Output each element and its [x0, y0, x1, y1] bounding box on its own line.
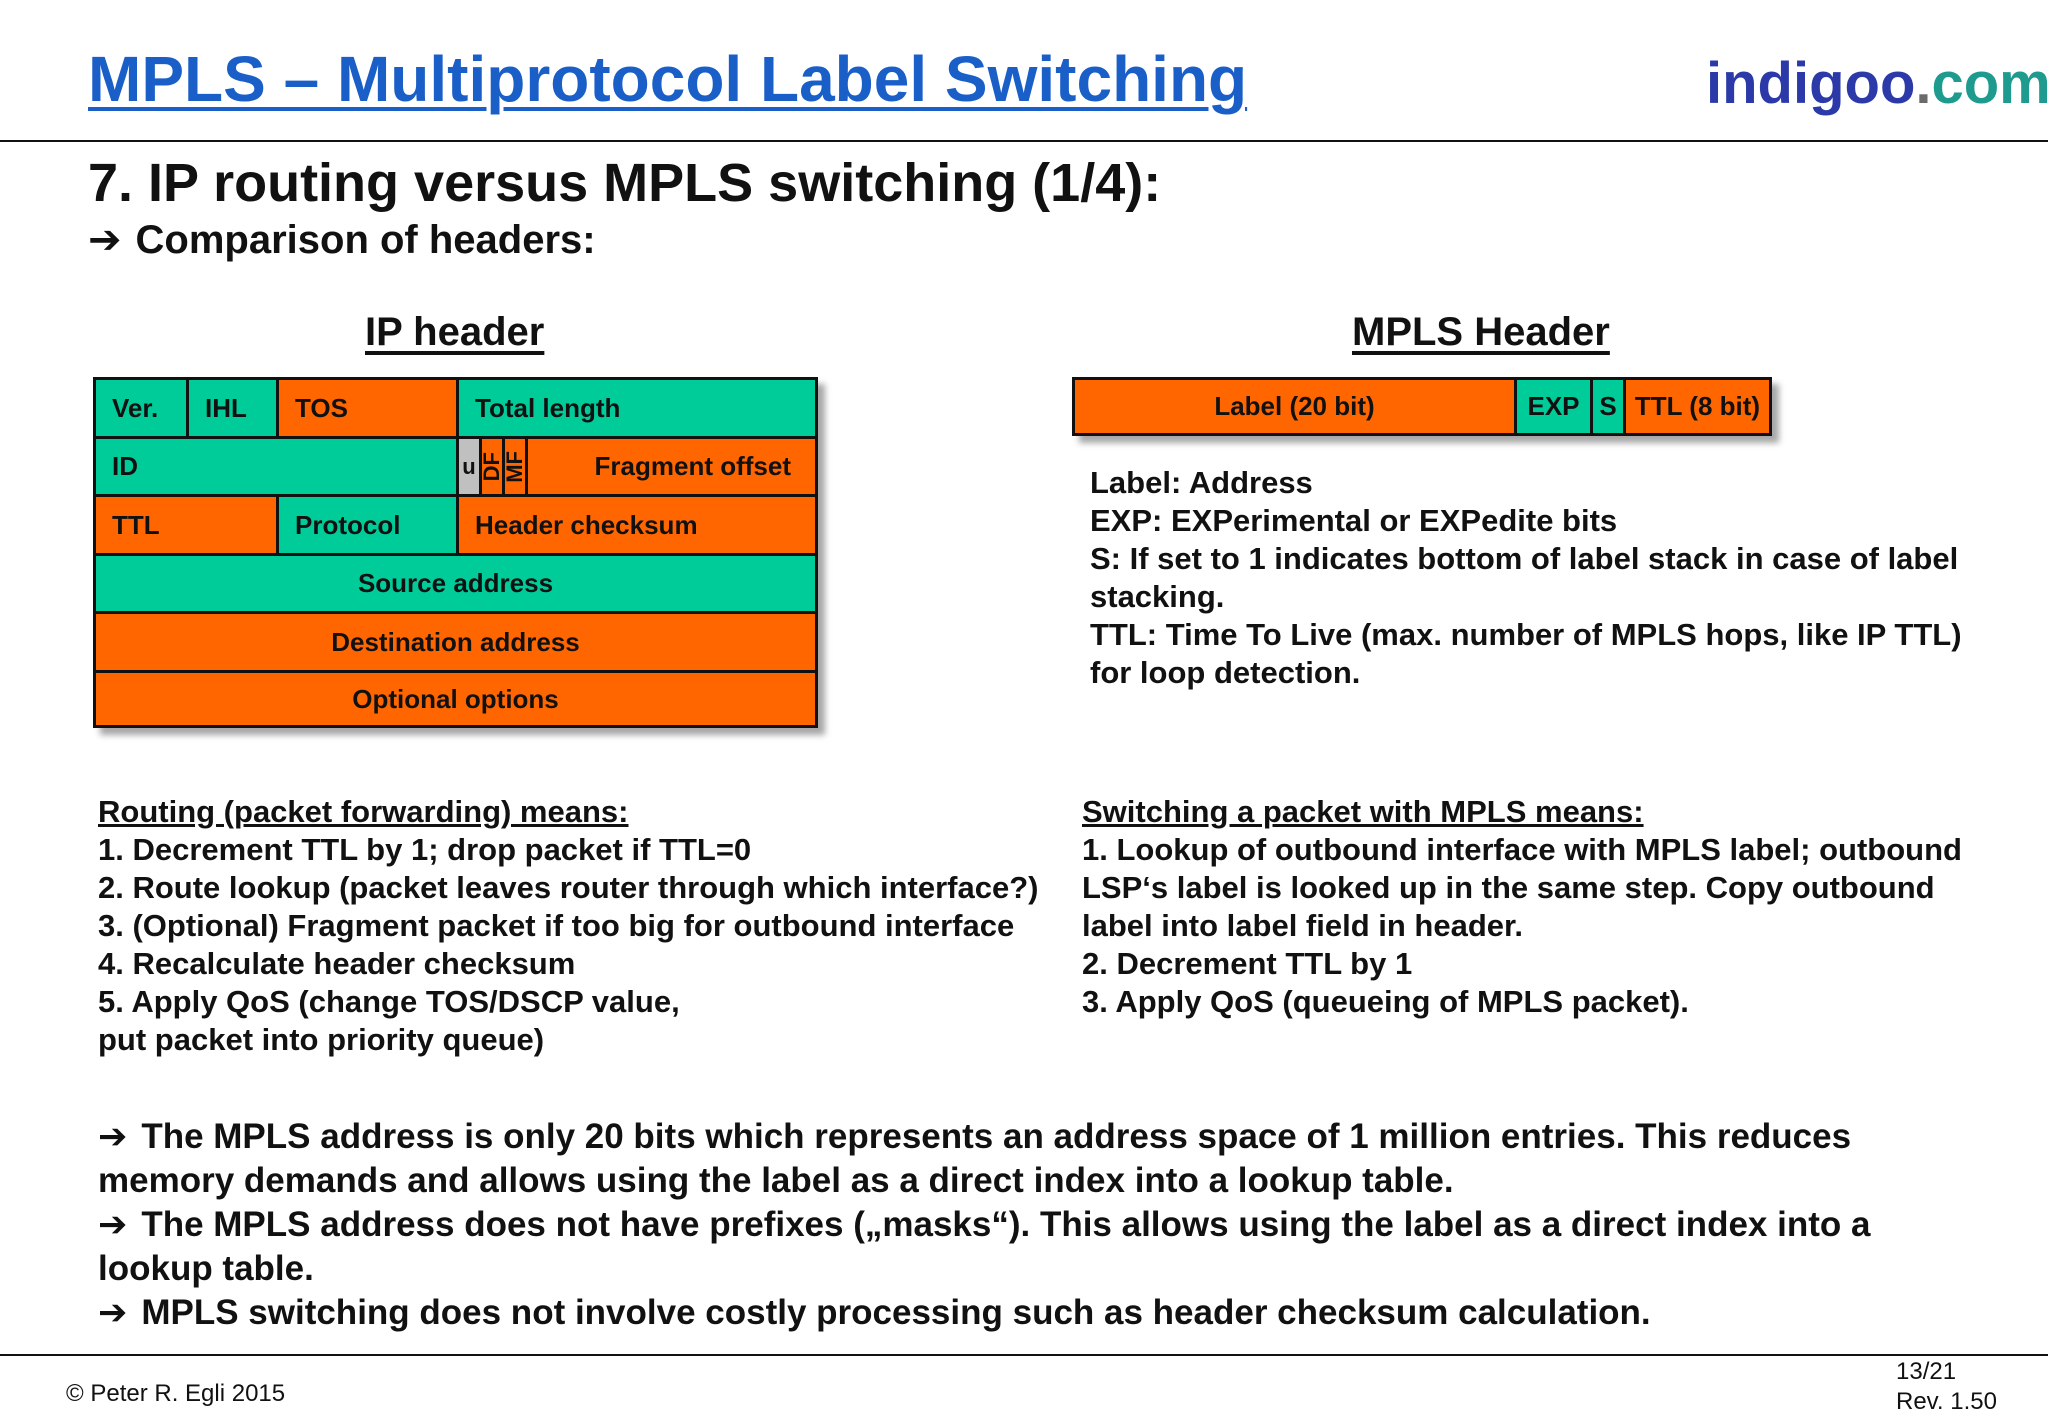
- brand-dot: .: [1915, 51, 1932, 116]
- routing-step: 5. Apply QoS (change TOS/DSCP value,: [98, 984, 680, 1019]
- switching-step: label into label field in header.: [1082, 908, 1523, 943]
- section-title: 7. IP routing versus MPLS switching (1/4):: [88, 153, 1162, 213]
- mpls-field-label: Label (20 bit): [1075, 380, 1517, 433]
- brand-part1: indigoo: [1706, 51, 1916, 116]
- ip-field-total-length: Total length: [459, 380, 815, 439]
- routing-heading: Routing (packet forwarding) means:: [98, 794, 629, 829]
- ip-field-ihl: IHL: [189, 380, 279, 439]
- routing-step: 1. Decrement TTL by 1; drop packet if TTL=0: [98, 832, 752, 867]
- mpls-desc-line: for loop detection.: [1090, 655, 1361, 690]
- ip-field-id: ID: [96, 439, 459, 497]
- ip-field-fragment-offset: Fragment offset: [528, 439, 815, 497]
- mpls-field-ttl: TTL (8 bit): [1626, 380, 1769, 433]
- footer-divider: [0, 1354, 2048, 1356]
- copyright: © Peter R. Egli 2015: [66, 1380, 286, 1407]
- ip-field-header-checksum: Header checksum: [459, 497, 815, 556]
- ip-field-tos: TOS: [279, 380, 459, 439]
- mpls-field-s: S: [1593, 380, 1626, 433]
- mpls-header-diagram: [1072, 377, 1772, 436]
- ip-flag-mf: [502, 439, 528, 497]
- routing-step: 2. Route lookup (packet leaves router through which interface?): [98, 870, 1039, 905]
- switching-steps: [1082, 793, 1962, 1021]
- mpls-header-title: MPLS Header: [1352, 310, 1610, 354]
- ip-flag-mf-label: MF: [502, 450, 527, 483]
- ip-flag-unused: u: [459, 439, 482, 497]
- arrow-right-icon: ➔: [88, 218, 122, 262]
- switching-step: 1. Lookup of outbound interface with MPLS label; outbound: [1082, 832, 1962, 867]
- mpls-desc-line: S: If set to 1 indicates bottom of label stack in case of label: [1090, 541, 1959, 576]
- conclusion-text: MPLS switching does not involve costly processing such as header checksum calculation.: [141, 1293, 1651, 1332]
- ip-header-title: IP header: [365, 310, 545, 354]
- routing-step: 4. Recalculate header checksum: [98, 946, 576, 981]
- conclusion-line: [98, 1203, 1870, 1247]
- routing-step: put packet into priority queue): [98, 1022, 545, 1057]
- conclusions: [98, 1115, 1870, 1335]
- switching-step: LSP‘s label is looked up in the same step. Copy outbound: [1082, 870, 1935, 905]
- switching-heading: Switching a packet with MPLS means:: [1082, 794, 1644, 829]
- conclusion-line: memory demands and allows using the label as a direct index into a lookup table.: [98, 1161, 1454, 1200]
- mpls-desc-line: Label: Address: [1090, 465, 1313, 500]
- subheading: [88, 217, 596, 263]
- mpls-desc-line: EXP: EXPerimental or EXPedite bits: [1090, 503, 1618, 538]
- ip-field-version: Ver.: [96, 380, 189, 439]
- conclusion-line: lookup table.: [98, 1249, 314, 1288]
- slide-title: MPLS – Multiprotocol Label Switching: [88, 43, 1248, 115]
- ip-field-source-address: Source address: [96, 556, 815, 614]
- mpls-desc-line: stacking.: [1090, 579, 1225, 614]
- conclusion-line: [98, 1291, 1870, 1335]
- routing-steps: [98, 793, 1039, 1059]
- arrow-right-icon: ➔: [98, 1293, 128, 1332]
- page-number: 13/21: [1896, 1358, 1957, 1385]
- routing-step: 3. (Optional) Fragment packet if too big for outbound interface: [98, 908, 1015, 943]
- mpls-field-exp: EXP: [1517, 380, 1593, 433]
- conclusion-text: The MPLS address does not have prefixes („masks“). This allows using the label as a direct index into a: [141, 1205, 1871, 1244]
- brand-part2: com: [1931, 51, 2051, 116]
- subheading-text: Comparison of headers:: [135, 218, 596, 262]
- conclusion-text: The MPLS address is only 20 bits which represents an address space of 1 million entries. This reduces: [141, 1117, 1852, 1156]
- ip-field-optional-options: Optional options: [96, 673, 815, 725]
- header-divider: [0, 140, 2048, 142]
- arrow-right-icon: ➔: [98, 1205, 128, 1244]
- ip-field-destination-address: Destination address: [96, 614, 815, 673]
- switching-step: 3. Apply QoS (queueing of MPLS packet).: [1082, 984, 1689, 1019]
- brand-logo: [1706, 50, 2051, 117]
- arrow-right-icon: ➔: [98, 1117, 128, 1156]
- mpls-desc-line: TTL: Time To Live (max. number of MPLS hops, like IP TTL): [1090, 617, 1962, 652]
- conclusion-line: [98, 1115, 1870, 1159]
- ip-field-protocol: Protocol: [279, 497, 459, 556]
- mpls-field-descriptions: [1090, 464, 1962, 692]
- switching-step: 2. Decrement TTL by 1: [1082, 946, 1413, 981]
- revision: Rev. 1.50: [1896, 1388, 1997, 1415]
- ip-field-ttl: TTL: [96, 497, 279, 556]
- ip-header-diagram: [93, 377, 818, 728]
- ip-flag-df-label: DF: [479, 451, 504, 482]
